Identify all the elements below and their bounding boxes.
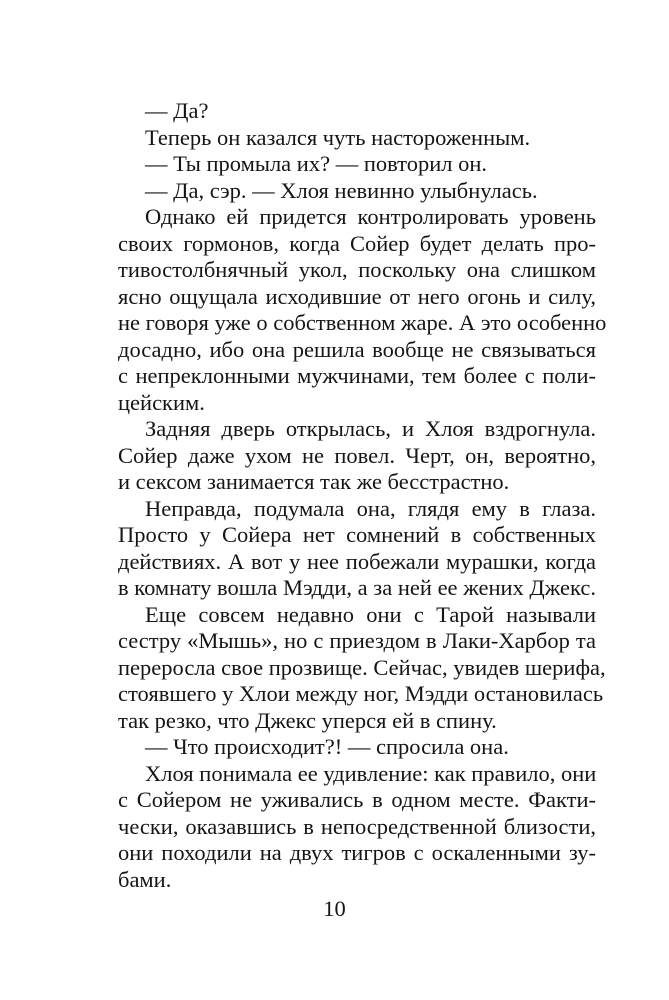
text-line: с непреклонными мужчинами, тем более с поли- [118, 363, 596, 388]
text-line: Сойер даже ухом не повел. Черт, он, вероятно, [118, 442, 596, 468]
text-line: они походили на двух тигров с оскаленными зу- [118, 840, 596, 865]
text-line: цейским. [118, 389, 205, 415]
body-text [118, 98, 607, 893]
text-line: Однако ей придется контролировать уровень [145, 204, 596, 229]
text-line: — Да? [145, 98, 209, 123]
text-line: Теперь он казался чуть настороженным. [145, 124, 531, 150]
text-line: — Ты промыла их? — повторил он. [145, 151, 488, 176]
text-line: тивостолбнячный укол, поскольку она слишком [118, 257, 596, 282]
text-line: не говоря уже о собственном жаре. А это особенно [118, 310, 607, 335]
text-line: Хлоя понимала ее удивление: как правило, они [145, 760, 597, 786]
text-line: — Что происходит?! — спросила она. [145, 734, 509, 759]
text-line: Задняя дверь открылась, и Хлоя вздрогнула. [145, 416, 596, 441]
text-line: сестру «Мышь», но с приездом в Лаки-Харбор та [118, 628, 596, 653]
text-line: стоявшего у Хлои между ног, Мэдди остановилась [118, 681, 604, 706]
text-line: Еще совсем недавно они с Тарой называли [145, 601, 596, 627]
text-line: чески, оказавшись в непосредственной близости, [118, 813, 596, 839]
text-line: Просто у Сойера нет сомнений в собственных [118, 522, 596, 547]
text-line: в комнату вошла Мэдди, а за ней ее жених Джекс. [118, 575, 596, 600]
text-line: действиях. А вот у нее побежали мурашки, когда [118, 548, 596, 574]
text-line: так резко, что Джекс уперся ей в спину. [118, 707, 497, 733]
text-line: переросла свое прозвище. Сейчас, увидев шерифа, [118, 654, 606, 680]
text-line: и сексом занимается так же бесстрастно. [118, 469, 510, 494]
text-line: своих гормонов, когда Сойер будет делать про- [118, 230, 596, 256]
text-line: с Сойером не уживались в одном месте. Факти- [118, 787, 596, 812]
page-number: 10 [323, 896, 346, 921]
text-line: Неправда, подумала она, глядя ему в глаза. [145, 495, 596, 521]
text-line: — Да, сэр. — Хлоя невинно улыбнулась. [145, 177, 538, 203]
text-line: досадно, ибо она решила вообще не связываться [118, 336, 596, 362]
text-line: бами. [118, 866, 172, 892]
text-line: ясно ощущала исходившие от него огонь и силу, [118, 283, 596, 309]
